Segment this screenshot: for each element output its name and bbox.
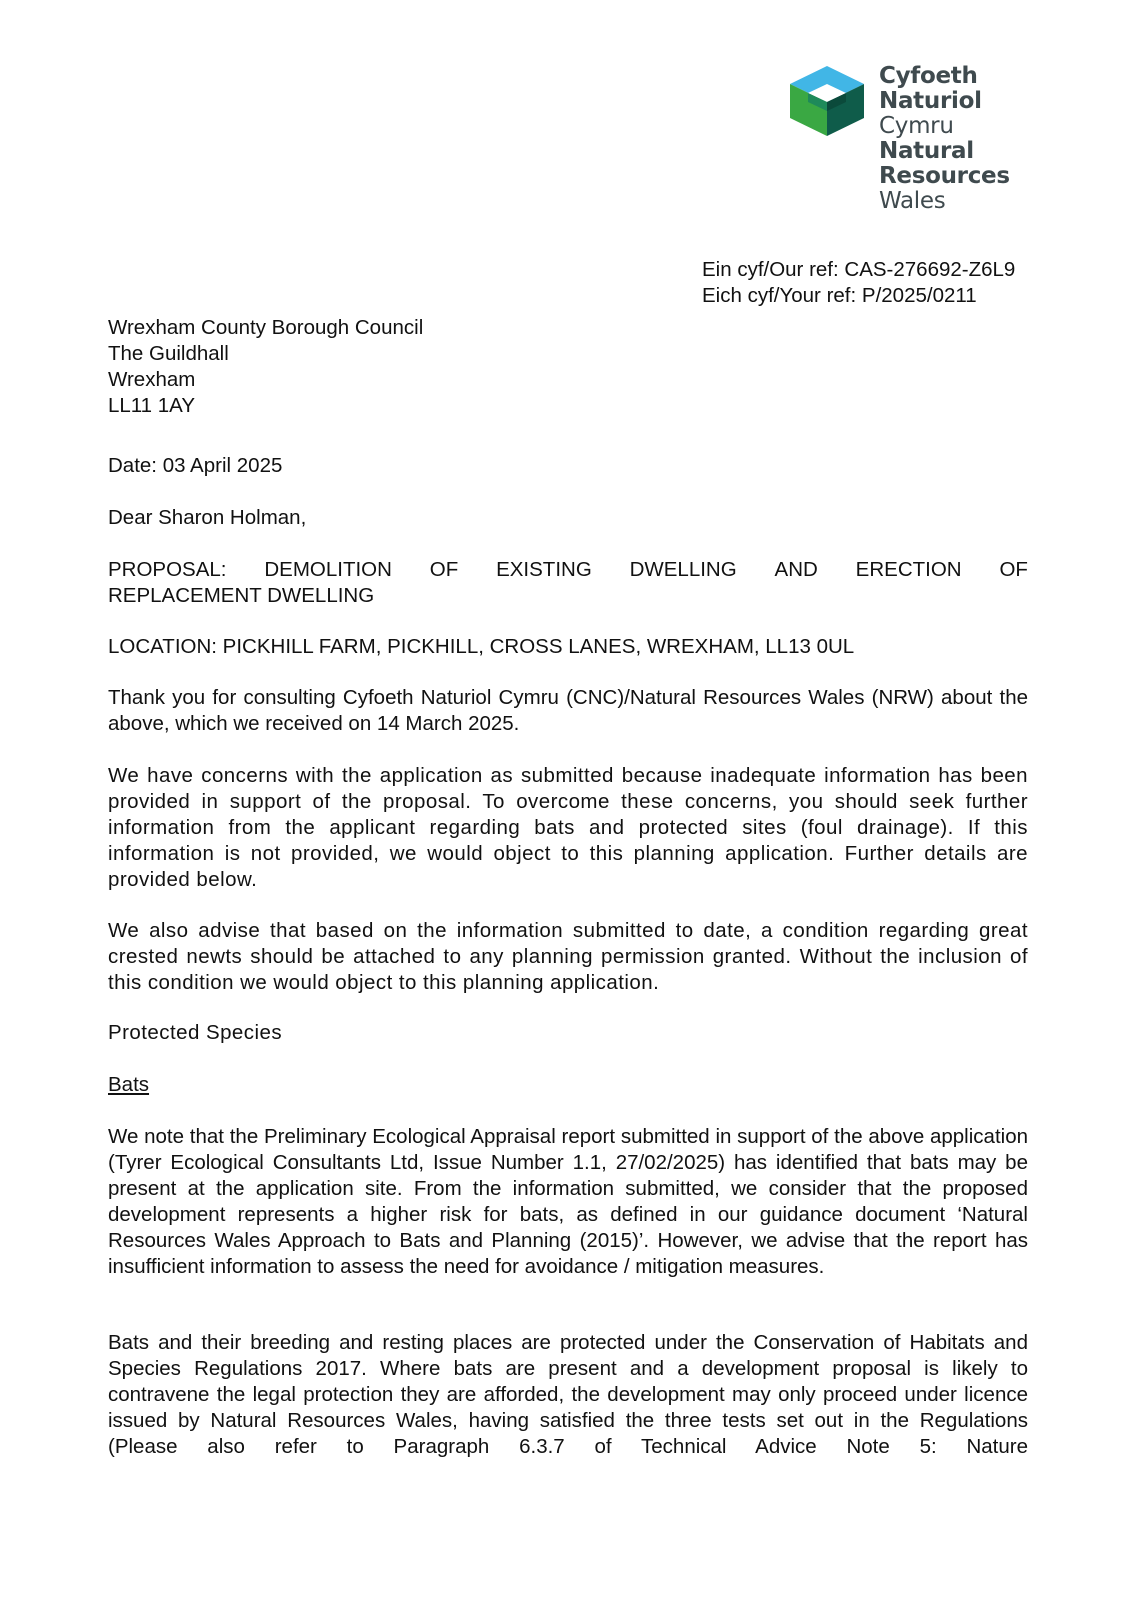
heading-bats: Bats [108, 1073, 150, 1096]
paragraph-bats-protection: Bats and their breeding and resting places are protected under the Conservation of Habitats and Species Regulations 2017. Where bats are present and a development proposal is likely to contravene the legal protection they are afforded, the development may only proceed under licence issued by Natural Resources Wales, having satisfied the three tests set out in the Regulations (Please also refer to Paragraph 6.3.7 of Technical Advice Note 5: Nature [108, 1331, 1028, 1458]
address-line-1: Wrexham County Borough Council [108, 316, 424, 339]
reference-block [702, 257, 1015, 309]
proposal-word: AND [774, 558, 818, 581]
proposal-word: OF [429, 558, 459, 581]
heading-protected-species: Protected Species [108, 1021, 283, 1044]
our-reference: Ein cyf/Our ref: CAS-276692-Z6L9 [702, 258, 1016, 281]
address-line-4: LL11 1AY [108, 394, 196, 417]
proposal-word: EXISTING [496, 558, 592, 581]
paragraph-consultation: Thank you for consulting Cyfoeth Naturiol Cymru (CNC)/Natural Resources Wales (NRW) about the above, which we received on 14 March 2025. [108, 686, 1028, 735]
nrw-logo-wordmark [879, 64, 1010, 214]
paragraph-concerns: We have concerns with the application as submitted because inadequate information has been provided in support of the proposal. To overcome these concerns, you should seek further information from the applicant regarding bats and protected sites (foul drainage). If this information is not provided, we would object to this planning application. Further details are provided below. [108, 764, 1028, 891]
proposal-word: OF [999, 558, 1028, 581]
paragraph-bats-report: We note that the Preliminary Ecological Appraisal report submitted in support of the above application (Tyrer Ecological Consultants Ltd, Issue Number 1.1, 27/02/2025) has identified that bats may be present at the application site. From the information submitted, we consider that the proposed development represents a higher risk for bats, as defined in our guidance document ‘Natural Resources Wales Approach to Bats and Planning (2015)’. However, we advise that the report has insufficient information to assess the need for avoidance / mitigation measures. [108, 1125, 1028, 1278]
letter-date: Date: 03 April 2025 [108, 454, 283, 477]
proposal-word: ERECTION [855, 558, 962, 581]
logo-line-cyfoeth: Cyfoeth [879, 63, 978, 89]
address-line-2: The Guildhall [108, 342, 229, 365]
your-reference: Eich cyf/Your ref: P/2025/0211 [702, 284, 977, 307]
proposal-line-2: REPLACEMENT DWELLING [108, 584, 375, 607]
proposal-word: PROPOSAL: [108, 558, 227, 581]
proposal-heading [108, 557, 1028, 609]
proposal-line-1 [108, 557, 1028, 583]
logo-line-natural: Natural [879, 138, 974, 164]
proposal-word: DWELLING [629, 558, 737, 581]
logo-line-naturiol: Naturiol [879, 88, 982, 114]
logo-line-resources: Resources [879, 163, 1010, 189]
paragraph-newts: We also advise that based on the information submitted to date, a condition regarding great crested newts should be attached to any planning permission granted. Without the inclusion of this condition we would object to this planning application. [108, 919, 1028, 994]
location-line: LOCATION: PICKHILL FARM, PICKHILL, CROSS LANES, WREXHAM, LL13 0UL [108, 635, 855, 658]
proposal-word: DEMOLITION [264, 558, 392, 581]
nrw-logo-mark-icon [790, 66, 864, 136]
recipient-address [108, 315, 423, 419]
logo-line-cymru: Cymru [879, 113, 954, 139]
logo-line-wales: Wales [879, 188, 946, 214]
salutation: Dear Sharon Holman, [108, 506, 307, 529]
nrw-logo [790, 60, 1030, 220]
address-line-3: Wrexham [108, 368, 196, 391]
